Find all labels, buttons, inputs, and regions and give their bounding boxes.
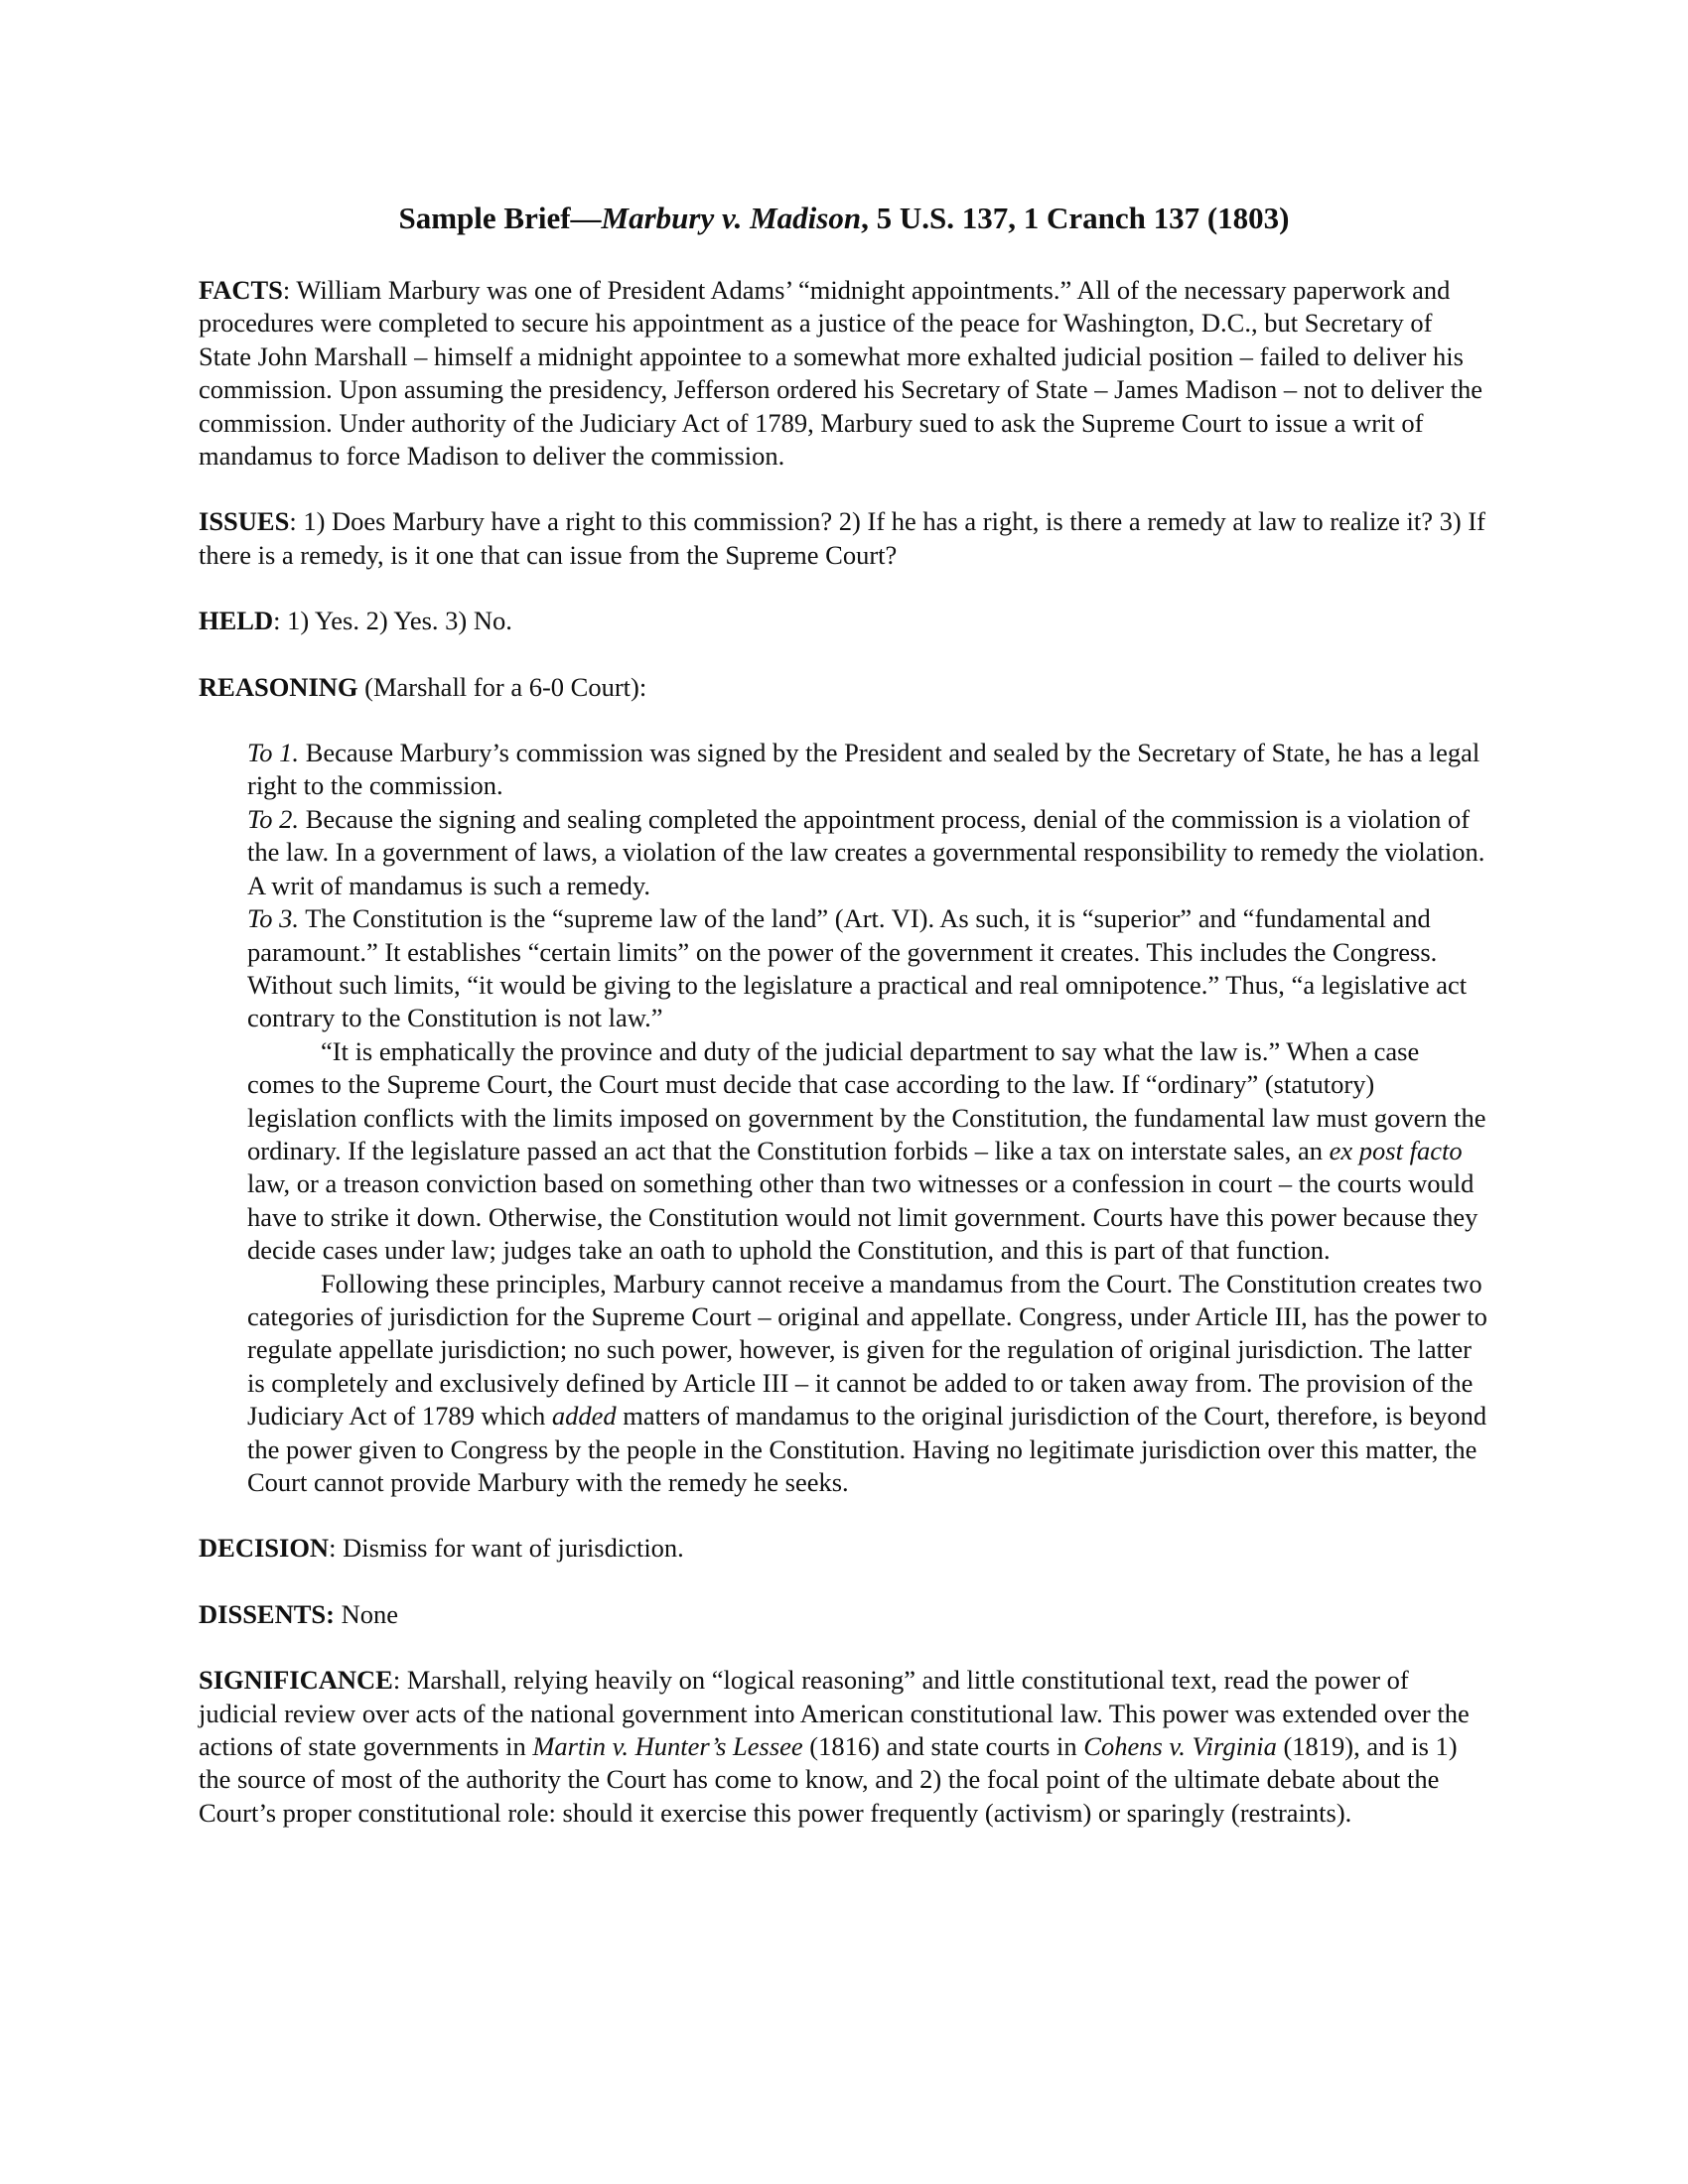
para2-text-b: matters of mandamus to the original jurisdiction of the Court, therefore, is beyond the power given to Congress by the people in the Constitution. Having no legitimate jurisdiction over this matter, the Court cannot provide Marbury with the remedy he seeks. <box>247 1401 1487 1497</box>
para2-italic: added <box>551 1401 617 1432</box>
title-case-name: Marbury v. Madison <box>601 201 862 235</box>
decision-text: : Dismiss for want of jurisdiction. <box>329 1533 684 1564</box>
reasoning-paragraph-2 <box>247 1268 1489 1500</box>
held-label: HELD <box>199 606 274 636</box>
document-page <box>199 199 1489 1862</box>
held-text: : 1) Yes. 2) Yes. 3) No. <box>273 606 512 636</box>
reasoning-paragraph-1 <box>247 1035 1489 1268</box>
reasoning-heading <box>199 671 1489 704</box>
to1-text: Because Marbury’s commission was signed by the President and sealed by the Secretary of State, he has a legal right to the commission. <box>247 738 1480 801</box>
reasoning-to2 <box>247 803 1489 902</box>
dissents-section <box>199 1598 1489 1631</box>
page-title <box>199 199 1489 238</box>
decision-section <box>199 1532 1489 1565</box>
significance-text-b: (1816) and state courts in <box>802 1731 1084 1762</box>
reasoning-to1 <box>247 737 1489 803</box>
reasoning-body <box>199 737 1489 1499</box>
para1-italic: ex post facto <box>1329 1135 1463 1165</box>
reasoning-text: (Marshall for a 6-0 Court): <box>357 671 647 702</box>
para2-text-a: Following these principles, Marbury cannot receive a mandamus from the Court. The Constitution creates two categories of jurisdiction for the Supreme Court – original and appellate. Congress, under Article III, has the power to regulate appellate jurisdiction; no such power, however, is given for the regulation of original jurisdiction. The latter is completely and exclusively defined by Article III – it cannot be added to or taken away from. The provision of the Judiciary Act of 1789 which <box>247 1268 1487 1432</box>
issues-text: : 1) Does Marbury have a right to this commission? 2) If he has a right, is there a remedy at law to realize it? 3) If there is a remedy, is it one that can issue from the Supreme Court? <box>199 506 1485 570</box>
dissents-label: DISSENTS: <box>199 1598 335 1629</box>
issues-label: ISSUES <box>199 506 290 537</box>
facts-label: FACTS <box>199 275 283 305</box>
to1-label: To 1. <box>247 738 300 768</box>
title-prefix: Sample Brief— <box>398 201 602 235</box>
significance-case-1: Martin v. Hunter’s Lessee <box>532 1731 803 1762</box>
decision-label: DECISION <box>199 1533 330 1564</box>
para1-text-b: law, or a treason conviction based on something other than two witnesses or a confession in court – the courts would have to strike it down. Otherwise, the Constitution would not limit government. Courts have this power because they decide cases under law; judges take an oath to uphold the Constitution, and this is part of that function. <box>247 1168 1478 1266</box>
significance-text-c: (1819), and is 1) the source of most of the authority the Court has come to know, and 2) the focal point of the ultimate debate about the Court’s proper constitutional role: should it exercise this power frequently (activism) or sparingly (restraints). <box>199 1731 1458 1828</box>
issues-section <box>199 505 1489 572</box>
reasoning-label: REASONING <box>199 671 358 702</box>
facts-text: : William Marbury was one of President Adams’ “midnight appointments.” All of the necessary paperwork and procedures were completed to secure his appointment as a justice of the peace for Washington, D.C., but Secretary of State John Marshall – himself a midnight appointee to a somewhat more exhalted judicial position – failed to deliver his commission. Upon assuming the presidency, Jefferson ordered his Secretary of State – James Madison – not to deliver the commission. Under authority of the Judiciary Act of 1789, Marbury sued to ask the Supreme Court to issue a writ of mandamus to force Madison to deliver the commission. <box>199 275 1483 472</box>
dissents-text: None <box>334 1598 399 1629</box>
para1-text-a: “It is emphatically the province and duty of the judicial department to say what the law is.” When a case comes to the Supreme Court, the Court must decide that case according to the law. If “ordinary” (statutory) legislation conflicts with the limits imposed on government by the Constitution, the fundamental law must govern the ordinary. If the legislature passed an act that the Constitution forbids – like a tax on interstate sales, an <box>247 1035 1486 1165</box>
significance-case-2: Cohens v. Virginia <box>1083 1731 1277 1762</box>
to2-label: To 2. <box>247 803 300 834</box>
reasoning-to3 <box>247 902 1489 1035</box>
significance-text-a: : Marshall, relying heavily on “logical reasoning” and little constitutional text, read the power of judicial review over acts of the national government into American constitutional law. This power was extended over the actions of state governments in <box>199 1665 1470 1762</box>
significance-section <box>199 1664 1489 1830</box>
to3-text: The Constitution is the “supreme law of the land” (Art. VI). As such, it is “superior” and “fundamental and paramount.” It establishes “certain limits” on the power of the government it creates. This includes the Congress. Without such limits, “it would be giving to the legislature a practical and real omnipotence.” Thus, “a legislative act contrary to the Constitution is not law.” <box>247 903 1468 1033</box>
to2-text: Because the signing and sealing completed the appointment process, denial of the commission is a violation of the law. In a government of laws, a violation of the law creates a governmental responsibility to remedy the violation. A writ of mandamus is such a remedy. <box>247 803 1485 900</box>
title-citation: , 5 U.S. 137, 1 Cranch 137 (1803) <box>861 201 1290 235</box>
significance-label: SIGNIFICANCE <box>199 1665 393 1696</box>
to3-label: To 3. <box>247 903 300 934</box>
held-section <box>199 605 1489 637</box>
facts-section <box>199 274 1489 473</box>
